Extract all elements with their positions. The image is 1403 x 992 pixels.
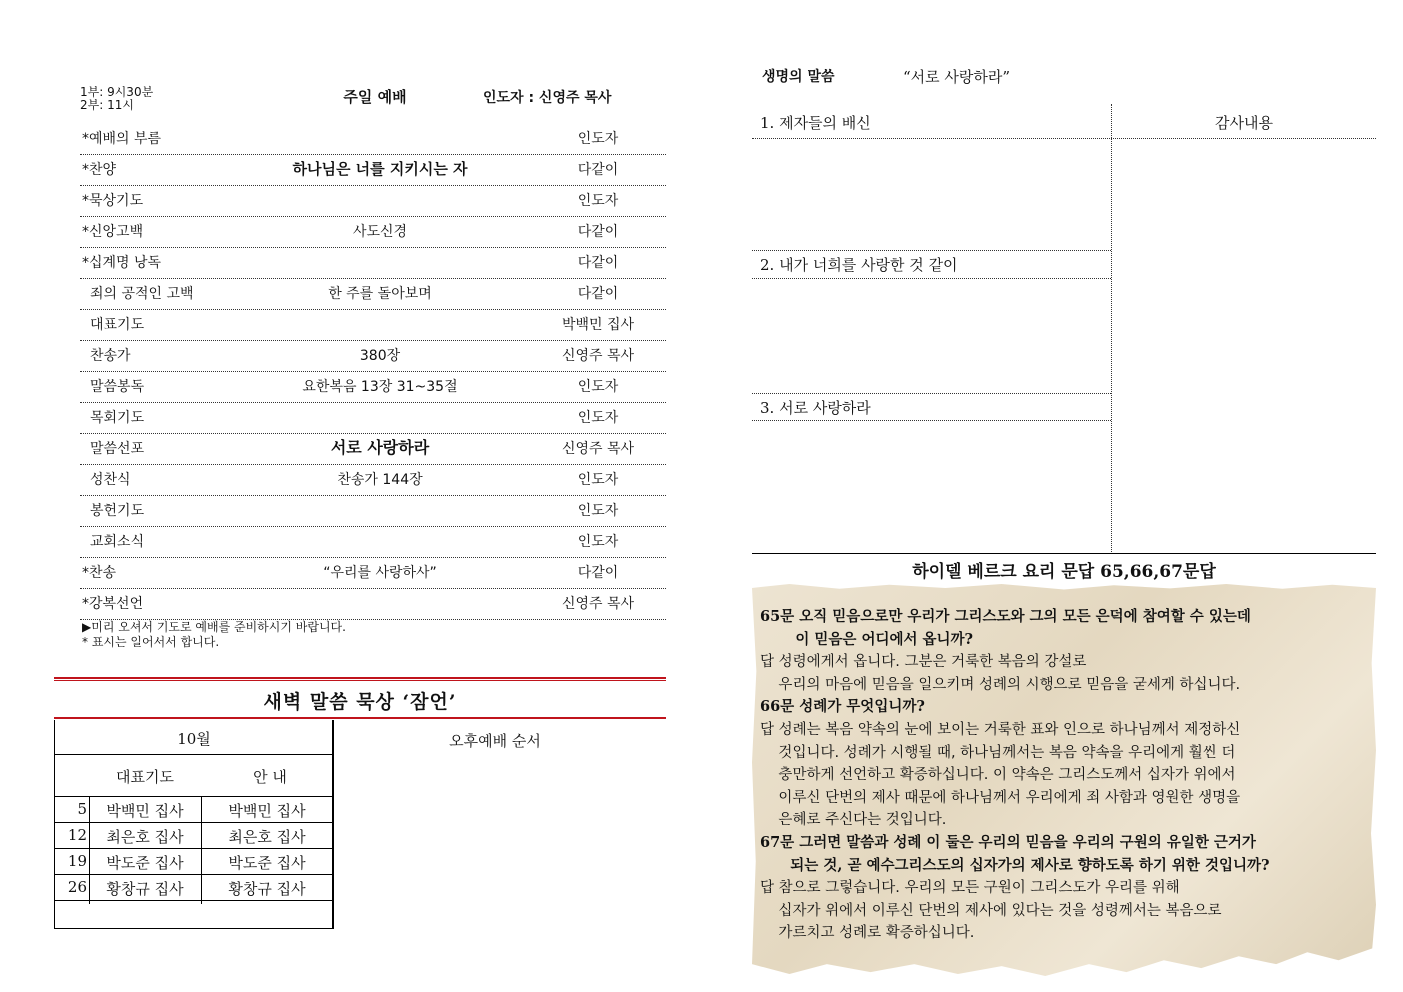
duty-prayer: 황창규 집사 [106,880,184,898]
order-item-by: 인도자 [577,379,619,395]
order-item-name: 봉헌기도 [90,503,145,519]
order-item-content: 한 주를 돌아보며 [328,286,432,302]
order-item-content: 380장 [359,348,401,364]
catechism-answer-line: 것입니다. 성례가 시행될 때, 하나님께서는 복음 약속을 우리에게 훨씬 더 [760,744,1236,761]
order-item-name: 교회소식 [90,534,145,550]
order-item-by: 인도자 [577,534,619,550]
duty-guide: 최은호 집사 [228,828,306,846]
order-item-name: 말씀선포 [90,441,145,457]
duty-prayer: 박도준 집사 [106,854,184,872]
service-order-list [80,124,666,620]
order-item-by: 인도자 [577,193,619,209]
catechism-answer-line: 답 성례는 복음 약속의 눈에 보이는 거룩한 표와 인으로 하나님께서 제정하신 [760,722,1241,738]
afternoon-service-order: 오후예배 순서 [449,732,541,750]
service-order-row [80,527,666,558]
order-item-name: 목회기도 [90,410,145,426]
catechism-answer-line: 답 성령에게서 옵니다. 그분은 거룩한 복음의 강설로 [760,654,1087,671]
order-item-name: *예배의 부름 [82,131,162,147]
duty-prayer: 박백민 집사 [106,802,184,820]
order-item-by: 다같이 [577,255,619,271]
catechism-answer-line: 답 참으로 그렇습니다. 우리의 모든 구원이 그리스도가 우리를 위해 [760,880,1180,897]
sermon-label: 생명의 말씀 [762,69,835,85]
col-prayer-header: 대표기도 [116,768,174,786]
sermon-point-3: 3. 서로 사랑하라 [760,399,871,417]
service-time-2: 2부: 11시 [80,98,134,112]
service-order-row [80,496,666,527]
dawn-duty-table [54,720,334,929]
order-item-by: 다같이 [577,286,619,302]
order-item-name: 찬송가 [90,348,131,364]
catechism-answer-line: 우리의 마음에 믿음을 일으키며 성례의 시행으로 믿음을 굳세게 하십니다. [760,676,1241,693]
service-times [80,86,153,112]
catechism-answer-line: 십자가 위에서 이루신 단번의 제사에 있다는 것을 성령께서는 복음으로 [760,902,1222,919]
order-item-content: 사도신경 [352,224,408,240]
sermon-title: “서로 사랑하라” [903,68,1011,86]
sermon-point-2: 2. 내가 너희를 사랑한 것 같이 [760,256,958,274]
service-order-row [80,248,666,279]
duty-day: 12 [67,826,87,844]
service-order-row [80,465,666,496]
service-order-row [80,310,666,341]
catechism-question-line: 65문 오직 믿음으로만 우리가 그리스도와 그의 모든 은덕에 참여할 수 있는데 [760,608,1251,625]
order-item-by: 인도자 [577,131,619,147]
service-order-row [80,186,666,217]
heidelberg-rule [752,553,1376,554]
order-item-name: *십계명 낭독 [82,255,162,271]
order-item-name: 대표기도 [90,317,145,333]
thanks-header: 감사내용 [1215,114,1273,132]
note-standing: * 표시는 일어서서 합니다. [82,635,220,649]
order-item-name: 성찬식 [90,472,131,488]
order-item-name: *묵상기도 [82,193,144,209]
order-item-by: 신영주 목사 [561,441,635,457]
order-item-by: 신영주 목사 [561,596,635,612]
service-order-row [80,403,666,434]
order-item-by: 박백민 집사 [561,317,635,333]
catechism-question-line: 되는 것, 곧 예수그리스도의 십자가의 제사로 향하도록 하기 위한 것입니까? [760,856,1270,874]
order-item-name: 죄의 공적인 고백 [90,286,194,302]
order-item-name: *강복선언 [82,596,144,612]
order-item-name: 말씀봉독 [90,379,145,395]
notes-column-divider [1111,104,1112,552]
order-item-by: 다같이 [577,224,619,240]
order-item-by: 다같이 [577,565,619,581]
red-divider-top [54,677,666,679]
duty-guide: 박백민 집사 [228,802,306,820]
order-item-name: *찬양 [82,162,117,178]
service-notes [82,620,346,650]
order-item-name: *찬송 [82,565,117,581]
catechism-answer-line: 은혜로 주신다는 것입니다. [760,812,947,829]
catechism-question-line: 67문 그러면 말씀과 성례 이 둘은 우리의 믿음을 우리의 구원의 유일한 근거가 [760,834,1256,851]
duty-day: 19 [67,852,87,870]
duty-day: 5 [77,800,87,818]
order-item-by: 인도자 [577,472,619,488]
duty-prayer: 최은호 집사 [106,828,184,846]
dawn-meditation-title: 새벽 말씀 묵상 ‘잠언’ [263,691,457,713]
sermon-point-1: 1. 제자들의 배신 [760,114,871,132]
service-leader: 인도자 : 신영주 목사 [483,90,612,106]
service-order-row [80,589,666,620]
heidelberg-title: 하이델 베르크 요리 문답 65,66,67문답 [912,562,1216,582]
month-header: 10월 [177,730,211,748]
order-item-content: “우리를 사랑하사” [323,565,437,581]
order-item-by: 다같이 [577,162,619,178]
catechism-question-line: 66문 성례가 무엇입니까? [760,698,925,716]
catechism-question-line: 이 믿음은 어디에서 옵니까? [760,630,974,648]
catechism-answer-line: 이루신 단번의 제사 때문에 하나님께서 우리에게 죄 사함과 영원한 생명을 [760,789,1241,806]
service-order-row [80,558,666,589]
order-item-by: 신영주 목사 [561,348,635,364]
order-item-name: *신앙고백 [82,224,144,240]
order-item-by: 인도자 [577,410,619,426]
service-order-row [80,155,666,186]
duty-guide: 황창규 집사 [228,880,306,898]
service-time-1: 1부: 9시30분 [80,85,154,99]
service-title: 주일 예배 [343,88,407,106]
note-prepare: ▶미리 오셔서 기도로 예배를 준비하시기 바랍니다. [82,620,346,634]
red-divider-top-thin [54,680,666,681]
catechism-answer-line: 충만하게 선언하고 확증하십니다. 이 약속은 그리스도께서 십자가 위에서 [760,767,1236,784]
service-order-row [80,217,666,248]
service-order-row [80,372,666,403]
order-item-content: 찬송가 144장 [337,472,423,488]
service-order-row [80,341,666,372]
service-order-row [80,124,666,155]
order-item-content: 하나님은 너를 지키시는 자 [292,160,468,178]
service-order-row [80,279,666,310]
catechism-answer-line: 가르치고 성례로 확증하십니다. [760,925,975,942]
order-item-content: 서로 사랑하라 [330,438,430,457]
service-order-row [80,434,666,465]
red-divider-bottom [54,717,666,719]
order-item-by: 인도자 [577,503,619,519]
order-item-content: 요한복음 13장 31~35절 [302,379,458,395]
duty-day: 26 [67,878,87,896]
col-guide-header: 안 내 [253,768,287,786]
duty-guide: 박도준 집사 [228,854,306,872]
